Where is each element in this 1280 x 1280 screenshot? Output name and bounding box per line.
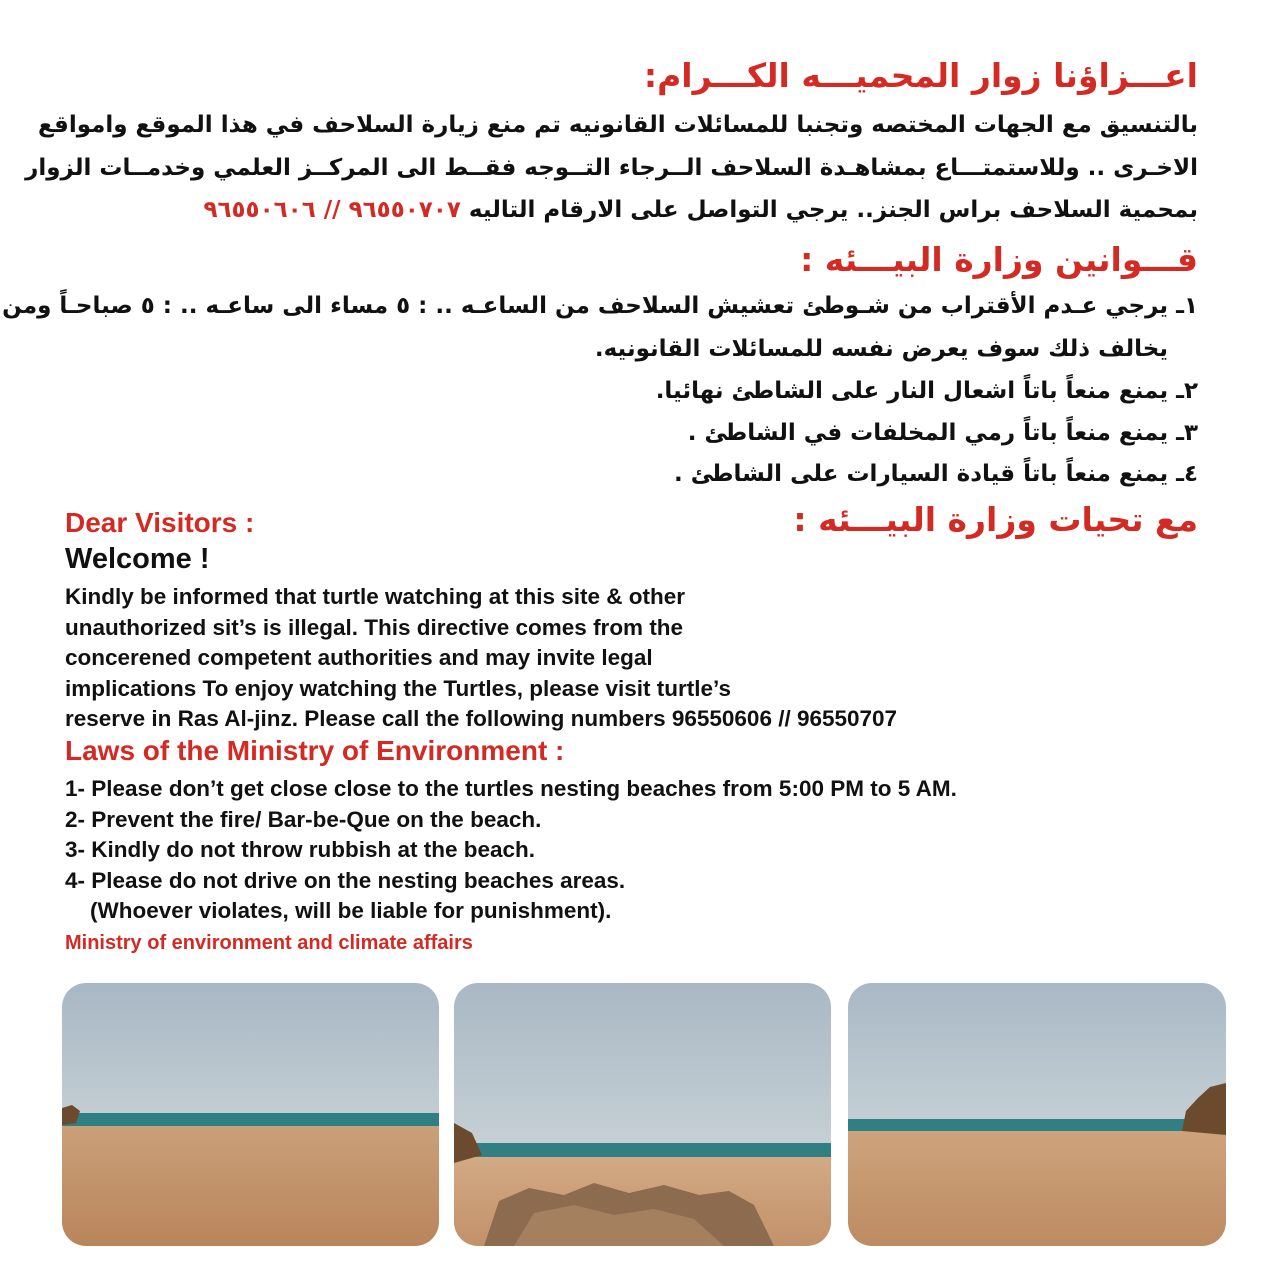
english-greeting: Dear Visitors : <box>65 507 255 538</box>
arabic-law-1: ١ـ يرجي عـدم الأقتراب من شـوطئ تعشيش السلاحف من الساعـه .. : ٥ مساء الى ساعـه .. : ٥ صباحـاً ومن <box>2 293 1198 319</box>
english-law-item: (Whoever violates, will be liable for punishment). <box>65 898 612 923</box>
arabic-paragraph-line-2: الاخـرى .. وللاستمتـــاع بمشاهـدة السلاحف الــرجاء التــوجه فقــط الى المركــز العلمي وخدمــات الزوار <box>25 155 1198 181</box>
arabic-paragraph-text: بمحمية السلاحف براس الجنز.. يرجي التواصل على الارقام التاليه <box>468 197 1198 223</box>
english-body-line: Kindly be informed that turtle watching at this site & other <box>65 584 686 609</box>
english-body-line: reserve in Ras Al-jinz. Please call the following numbers 96550606 // 96550707 <box>65 706 898 731</box>
beach-photo-icon <box>454 983 831 1246</box>
beach-photo-3 <box>848 983 1226 1246</box>
arabic-law-1-continued: يخالف ذلك سوف يعرض نفسه للمسائلات القانونيه. <box>594 336 1168 362</box>
arabic-phone-numbers: ٩٦٥٥٠٧٠٧ // ٩٦٥٥٠٦٠٦ <box>203 197 461 223</box>
beach-photo-icon <box>848 983 1226 1246</box>
english-body-line: unauthorized sit’s is illegal. This directive comes from the <box>65 614 684 640</box>
beach-photo-1 <box>62 983 439 1246</box>
english-welcome: Welcome ! <box>65 543 210 575</box>
arabic-paragraph-line-3 <box>203 197 1198 223</box>
english-laws-list <box>65 774 957 927</box>
english-law-item: 1- Please don’t get close close to the turtles nesting beaches from 5:00 PM to 5 AM. <box>65 776 957 801</box>
arabic-law-4: ٤ـ يمنع منعاً باتاً قيادة السيارات على الشاطئ . <box>674 461 1198 487</box>
english-law-item: 4- Please do not drive on the nesting beaches areas. <box>65 867 626 893</box>
arabic-laws-title: قـــوانين وزارة البيـــئه : <box>800 240 1198 279</box>
arabic-closing: مع تحيات وزارة البيـــئه : <box>793 500 1198 539</box>
arabic-paragraph-line-1: بالتنسيق مع الجهات المختصه وتجنبا للمسائلات القانونيه تم منع زيارة السلاحف في هذا الموقع وامواقع <box>38 112 1198 138</box>
english-law-item: 3- Kindly do not throw rubbish at the beach. <box>65 837 536 862</box>
english-law-item: 2- Prevent the fire/ Bar-be-Que on the beach. <box>65 806 542 832</box>
arabic-law-2: ٢ـ يمنع منعاً باتاً اشعال النار على الشاطئ نهائيا. <box>655 378 1198 404</box>
arabic-title: اعـــزاؤنا زوار المحميـــه الكـــرام: <box>643 56 1198 95</box>
english-footer: Ministry of environment and climate affairs <box>65 932 473 954</box>
english-laws-title: Laws of the Ministry of Environment : <box>65 735 565 766</box>
english-body-line: implications To enjoy watching the Turtles, please visit turtle’s <box>65 675 731 701</box>
beach-photo-2 <box>454 983 831 1246</box>
english-body <box>65 582 897 735</box>
beach-photo-icon <box>62 983 439 1246</box>
english-body-line: concerened competent authorities and may invite legal <box>65 645 653 670</box>
arabic-law-3: ٣ـ يمنع منعاً باتاً رمي المخلفات في الشاطئ . <box>687 420 1198 446</box>
